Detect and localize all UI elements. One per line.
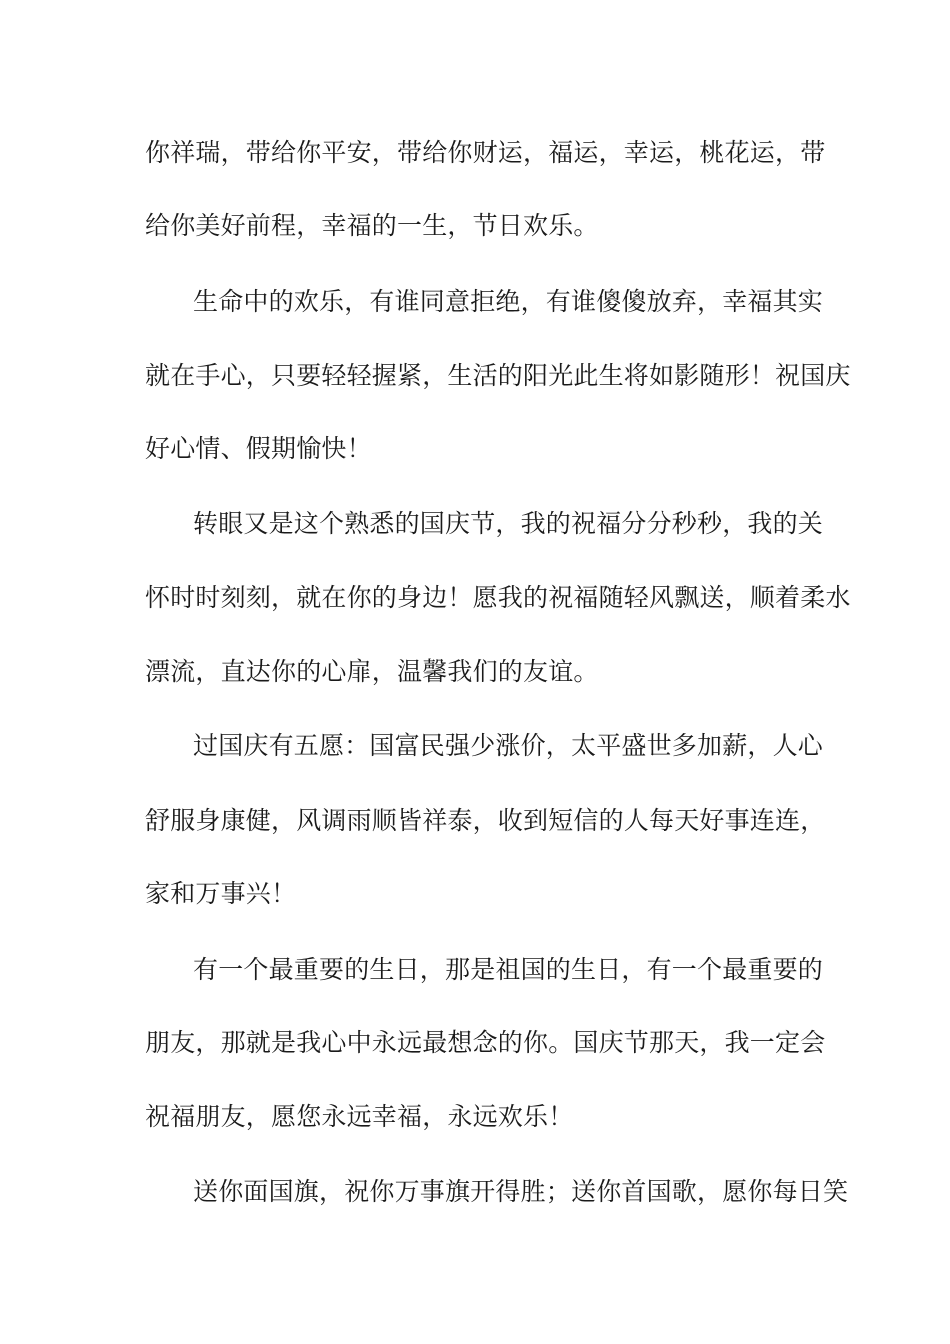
- paragraph-first-line: 过国庆有五愿：国富民强少涨价，太平盛世多加薪，人心: [193, 731, 824, 760]
- text-line: 朋友，那就是我心中永远最想念的你。国庆节那天，我一定会: [145, 1028, 826, 1057]
- text-line: 给你美好前程，幸福的一生，节日欢乐。: [145, 211, 599, 240]
- paragraph-first-line: 生命中的欢乐，有谁同意拒绝，有谁傻傻放弃，幸福其实: [193, 287, 824, 316]
- text-line: 漂流，直达你的心扉，温馨我们的友谊。: [145, 657, 599, 686]
- text-line: 祝福朋友，愿您永远幸福，永远欢乐！: [145, 1102, 574, 1131]
- paragraph-first-line: 有一个最重要的生日，那是祖国的生日，有一个最重要的: [193, 955, 824, 984]
- paragraph-first-line: 转眼又是这个熟悉的国庆节，我的祝福分分秒秒，我的关: [193, 509, 824, 538]
- text-line: 怀时时刻刻，就在你的身边！愿我的祝福随轻风飘送，顺着柔水: [145, 583, 851, 612]
- text-line: 就在手心，只要轻轻握紧，生活的阳光此生将如影随形！祝国庆: [145, 361, 851, 390]
- text-line: 你祥瑞，带给你平安，带给你财运，福运，幸运，桃花运，带: [145, 138, 826, 167]
- text-line: 好心情、假期愉快！: [145, 434, 372, 463]
- text-line: 舒服身康健，风调雨顺皆祥泰，收到短信的人每天好事连连，: [145, 806, 826, 835]
- text-line: 家和万事兴！: [145, 879, 297, 908]
- paragraph-first-line: 送你面国旗，祝你万事旗开得胜；送你首国歌，愿你每日笑: [193, 1177, 849, 1206]
